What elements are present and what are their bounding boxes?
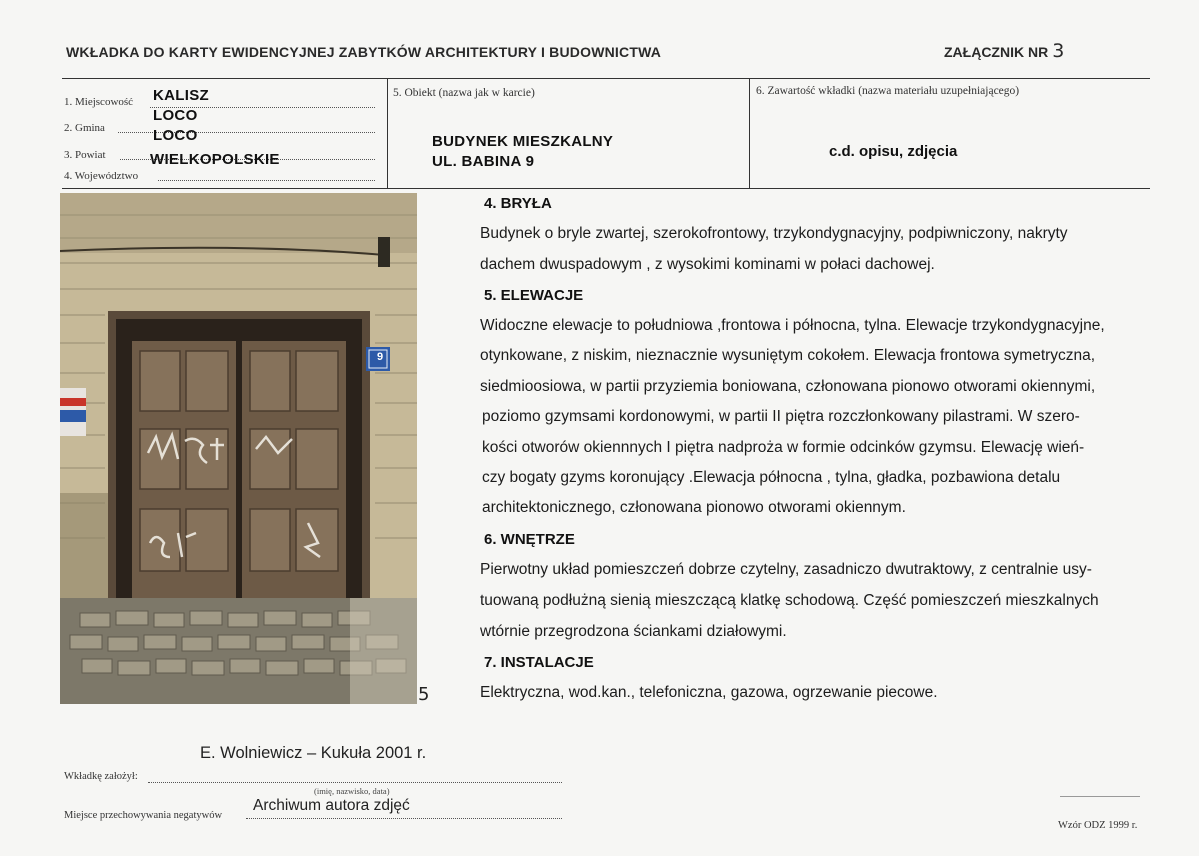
section-title-elewacje: 5. ELEWACJE bbox=[484, 287, 584, 304]
powiat-label: 3. Powiat bbox=[64, 149, 106, 161]
contents-label: 6. Zawartość wkładki (nazwa materiału uzupełniającego) bbox=[756, 85, 1020, 97]
elewacje-line-5: kości otworów okiennnych I piętra nadproża w formie odcinków gzymsu. Elewację wień- bbox=[482, 439, 1085, 456]
archive-dots bbox=[246, 818, 562, 819]
powiat-value: LOCO bbox=[153, 127, 198, 144]
table-divider-1 bbox=[387, 78, 388, 188]
elewacje-line-2: otynkowane, z niskim, nieznacznie wysuniętym cokołem. Elewacja frontowa symetryczna, bbox=[480, 347, 1096, 364]
bryla-line-2: dachem dwuspadowym , z wysokimi kominami w połaci dachowej. bbox=[480, 256, 935, 273]
object-label: 5. Obiekt (nazwa jak w karcie) bbox=[393, 87, 535, 99]
founded-by-label: Wkładkę założył: bbox=[64, 771, 138, 782]
elewacje-line-4: poziomo gzymsami kordonowymi, w partii II piętra rozczłonkowany pilastrami. W szero- bbox=[482, 408, 1080, 425]
miejscowosc-value: KALISZ bbox=[153, 87, 209, 104]
door-photo bbox=[60, 193, 417, 704]
annex-label: ZAŁĄCZNIK NR bbox=[944, 44, 1049, 60]
wojewodztwo-dots bbox=[158, 180, 375, 181]
table-divider-2 bbox=[749, 78, 750, 188]
wojewodztwo-value: WIELKOPOLSKIE bbox=[150, 151, 280, 168]
table-bottom-border bbox=[62, 188, 1150, 189]
section-title-wnetrze: 6. WNĘTRZE bbox=[484, 531, 575, 548]
archive-value: Archiwum autora zdjęć bbox=[253, 797, 410, 814]
gmina-label: 2. Gmina bbox=[64, 122, 105, 134]
wnetrze-line-1: Pierwotny układ pomieszczeń dobrze czytelny, zasadniczo dwutraktowy, z centralnie usy- bbox=[480, 561, 1092, 578]
photo-number: 5 bbox=[418, 684, 430, 705]
contents-value: c.d. opisu, zdjęcia bbox=[829, 143, 958, 160]
section-title-bryla: 4. BRYŁA bbox=[484, 195, 552, 212]
document-title: WKŁADKA DO KARTY EWIDENCYJNEJ ZABYTKÓW ARCHITEKTURY I BUDOWNICTWA bbox=[66, 44, 662, 60]
gmina-value: LOCO bbox=[153, 107, 198, 124]
elewacje-line-7: architektonicznego, członowana pionowo otworami okiennym. bbox=[482, 499, 906, 516]
table-top-border bbox=[62, 78, 1150, 79]
founded-by-dots bbox=[148, 782, 562, 783]
instalacje-line-1: Elektryczna, wod.kan., telefoniczna, gazowa, ogrzewanie piecowe. bbox=[480, 684, 938, 701]
author-signature: E. Wolniewicz – Kukuła 2001 r. bbox=[200, 744, 427, 762]
elewacje-line-1: Widoczne elewacje to południowa ,frontowa i północna, tylna. Elewacje trzykondygnacyjne, bbox=[480, 317, 1105, 334]
annex-number: 3 bbox=[1052, 40, 1065, 62]
annex-label-group bbox=[944, 40, 1064, 62]
founded-by-hint: (imię, nazwisko, data) bbox=[314, 786, 390, 796]
house-number-sign: 9 bbox=[376, 351, 384, 363]
object-line-1: BUDYNEK MIESZKALNY bbox=[432, 133, 614, 150]
object-line-2: UL. BABINA 9 bbox=[432, 153, 535, 170]
elewacje-line-6: czy bogaty gzyms koronujący .Elewacja północna , tylna, gładka, pozbawiona detalu bbox=[482, 469, 1061, 486]
wnetrze-line-3: wtórnie przegrodzona ściankami działowymi. bbox=[480, 623, 787, 640]
bryla-line-1: Budynek o bryle zwartej, szerokofrontowy, trzykondygnacyjny, podpiwniczony, nakryty bbox=[480, 225, 1068, 242]
elewacje-line-3: siedmioosiowa, w partii przyziemia boniowana, członowana pionowo otworami okiennymi, bbox=[480, 378, 1096, 395]
miejscowosc-label: 1. Miejscowość bbox=[64, 96, 134, 108]
section-title-instalacje: 7. INSTALACJE bbox=[484, 654, 594, 671]
wojewodztwo-label: 4. Województwo bbox=[64, 170, 139, 182]
wnetrze-line-2: tuowaną podłużną sienią mieszczącą klatkę schodową. Część pomieszczeń mieszkalnych bbox=[480, 592, 1099, 609]
pattern-rule bbox=[1060, 796, 1140, 797]
pattern-label: Wzór ODZ 1999 r. bbox=[1058, 820, 1138, 831]
archive-label: Miejsce przechowywania negatywów bbox=[64, 810, 223, 821]
